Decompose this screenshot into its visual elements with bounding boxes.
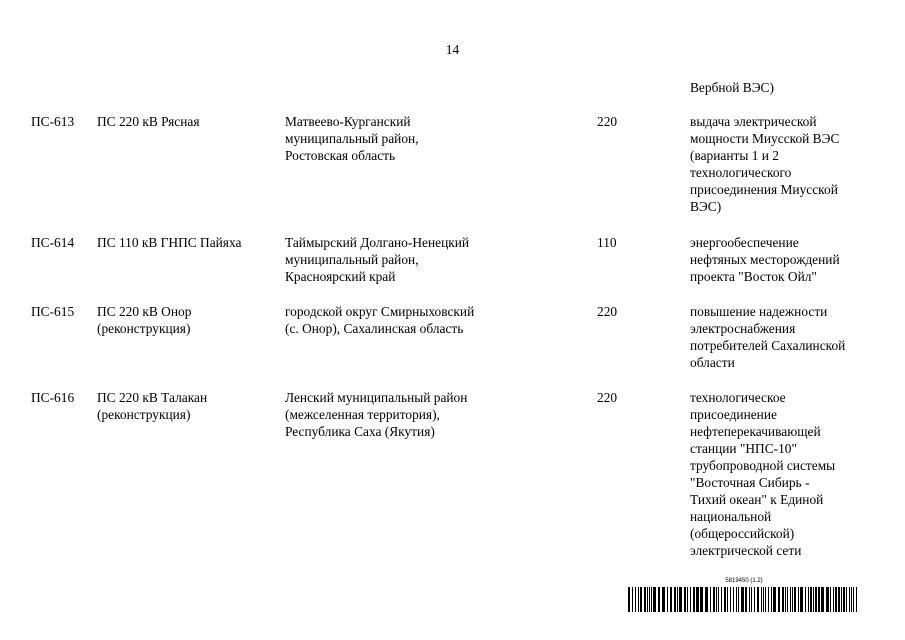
row-purpose: выдача электрической мощности Миусской ВЭС (варианты 1 и 2 технологического присоединения Миусской ВЭС): [690, 114, 840, 214]
barcode-bars: [628, 587, 860, 612]
row-location: Таймырский Долгано-Ненецкий муниципальный район, Красноярский край: [285, 235, 470, 284]
page-number: 14: [445, 42, 460, 57]
row-substation-name: ПС 110 кВ ГНПС Пайяха: [97, 235, 242, 250]
row-location: Матвеево-Курганский муниципальный район, Ростовская область: [285, 114, 419, 163]
row-code: ПС-613: [31, 114, 75, 129]
barcode-label: 5819450 (1.2): [725, 578, 763, 584]
barcode: [628, 578, 860, 614]
row-location: городской округ Смирныховский (с. Онор), Сахалинская область: [285, 304, 475, 336]
row-purpose: повышение надежности электроснабжения потребителей Сахалинской области: [690, 304, 846, 370]
row-voltage: 220: [597, 390, 618, 405]
row-code: ПС-616: [31, 390, 75, 405]
row-substation-name: ПС 220 кВ Талакан (реконструкция): [97, 390, 208, 422]
row-substation-name: ПС 220 кВ Онор (реконструкция): [97, 304, 192, 336]
continuation-text: Вербной ВЭС): [690, 80, 774, 95]
row-voltage: 110: [597, 235, 617, 250]
row-code: ПС-614: [31, 235, 75, 250]
row-substation-name: ПС 220 кВ Рясная: [97, 114, 200, 129]
row-voltage: 220: [597, 114, 618, 129]
row-code: ПС-615: [31, 304, 75, 319]
row-purpose: энергообеспечение нефтяных месторождений проекта "Восток Ойл": [690, 235, 840, 284]
row-voltage: 220: [597, 304, 618, 319]
row-location: Ленский муниципальный район (межселенная территория), Республика Саха (Якутия): [285, 390, 468, 439]
row-purpose: технологическое присоединение нефтеперекачивающей станции "НПС-10" трубопроводной системы "Восточная Сибирь - Тихий океан" к Единой национальной (общероссийской) электрической сети: [690, 390, 836, 558]
